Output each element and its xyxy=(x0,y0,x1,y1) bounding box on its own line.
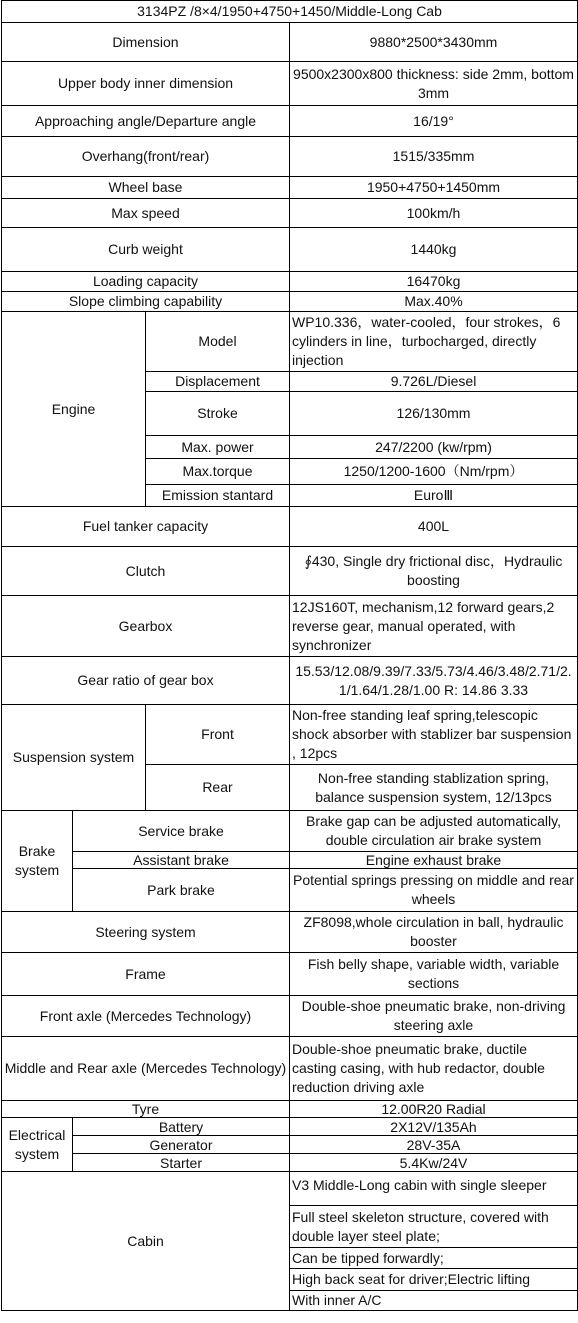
row-value: 15.53/12.08/9.39/7.33/5.73/4.46/3.48/2.71/2.1/1.64/1.28/1.00 R: 14.86 3.33 xyxy=(290,657,578,705)
row-value: 12JS160T, mechanism,12 forward gears,2 reverse gear, manual operated, with synchronizer xyxy=(290,596,578,657)
row-value: Full steel skeleton structure, covered with double layer steel plate; xyxy=(290,1206,578,1248)
row-label: Assistant brake xyxy=(73,852,290,869)
title-row xyxy=(2,1,578,23)
row-value: WP10.336，water-cooled，four strokes，6 cylinders in line，turbocharged, directly injection xyxy=(290,312,578,372)
row-label: Max speed xyxy=(2,199,290,228)
table-row xyxy=(2,312,578,372)
row-label: Loading capacity xyxy=(2,272,290,292)
table-row xyxy=(2,996,578,1037)
row-label: Upper body inner dimension xyxy=(2,62,290,106)
table-row xyxy=(2,1172,578,1206)
row-value: 16470kg xyxy=(290,272,578,292)
table-row xyxy=(2,23,578,62)
table-row xyxy=(2,869,578,912)
row-label: Battery xyxy=(73,1118,290,1136)
table-row xyxy=(2,199,578,228)
table-row xyxy=(2,507,578,547)
row-value: With inner A/C xyxy=(290,1291,578,1311)
row-value: Engine exhaust brake xyxy=(290,852,578,869)
electrical-group-label: Electrical system xyxy=(2,1118,73,1172)
row-label: Slope climbing capability xyxy=(2,292,290,312)
row-label: Park brake xyxy=(73,869,290,912)
table-title: 3134PZ /8×4/1950+4750+1450/Middle-Long Cab xyxy=(2,1,578,23)
table-row xyxy=(2,292,578,312)
table-row xyxy=(2,1037,578,1101)
row-label: Frame xyxy=(2,953,290,996)
row-label: Model xyxy=(146,312,290,372)
table-row xyxy=(2,62,578,106)
row-value: 1440kg xyxy=(290,228,578,272)
row-label: Curb weight xyxy=(2,228,290,272)
row-label: Front xyxy=(146,705,290,765)
row-value: 28V-35A xyxy=(290,1136,578,1154)
row-label: Overhang(front/rear) xyxy=(2,137,290,177)
row-label: Fuel tanker capacity xyxy=(2,507,290,547)
row-label: Starter xyxy=(73,1154,290,1172)
row-value: 126/130mm xyxy=(290,392,578,436)
table-row xyxy=(2,1154,578,1172)
suspension-group-label: Suspension system xyxy=(2,705,146,811)
table-row xyxy=(2,228,578,272)
row-value: Potential springs pressing on middle and rear wheels xyxy=(290,869,578,912)
row-value: V3 Middle-Long cabin with single sleeper xyxy=(290,1172,578,1206)
spec-table xyxy=(1,0,578,1311)
row-value: 400L xyxy=(290,507,578,547)
row-value: 5.4Kw/24V xyxy=(290,1154,578,1172)
row-value: 1950+4750+1450mm xyxy=(290,177,578,199)
row-value: ZF8098,whole circulation in ball, hydraulic booster xyxy=(290,912,578,953)
row-value: ∮430, Single dry frictional disc，Hydraulic boosting xyxy=(290,547,578,596)
row-value: 9.726L/Diesel xyxy=(290,372,578,392)
row-label: Front axle (Mercedes Technology) xyxy=(2,996,290,1037)
row-value: 12.00R20 Radial xyxy=(290,1101,578,1118)
row-label: Service brake xyxy=(73,811,290,852)
row-label: Clutch xyxy=(2,547,290,596)
table-row xyxy=(2,596,578,657)
row-label: Generator xyxy=(73,1136,290,1154)
row-label: Gearbox xyxy=(2,596,290,657)
row-value: High back seat for driver;Electric lifting xyxy=(290,1269,578,1291)
row-label: Max.torque xyxy=(146,459,290,485)
row-label: Max. power xyxy=(146,436,290,459)
row-label: Dimension xyxy=(2,23,290,62)
table-row xyxy=(2,1118,578,1136)
table-row xyxy=(2,912,578,953)
table-row xyxy=(2,852,578,869)
row-value: 16/19° xyxy=(290,106,578,137)
row-label: Wheel base xyxy=(2,177,290,199)
row-value: Non-free standing leaf spring,telescopic shock absorber with stablizer bar suspension , 12pcs xyxy=(290,705,578,765)
row-value: Fish belly shape, variable width, variable sections xyxy=(290,953,578,996)
row-value: 100km/h xyxy=(290,199,578,228)
row-value: 9500x2300x800 thickness: side 2mm, bottom 3mm xyxy=(290,62,578,106)
table-row xyxy=(2,1136,578,1154)
engine-group-label: Engine xyxy=(2,312,146,507)
row-label: Gear ratio of gear box xyxy=(2,657,290,705)
table-row xyxy=(2,547,578,596)
brake-group-label: Brake system xyxy=(2,811,73,912)
row-value: EuroⅢ xyxy=(290,485,578,507)
row-value: 247/2200 (kw/rpm) xyxy=(290,436,578,459)
row-value: Double-shoe pneumatic brake, ductile casting casing, with hub redactor, double reduction driving axle xyxy=(290,1037,578,1101)
row-label: Tyre xyxy=(2,1101,290,1118)
row-value: 2X12V/135Ah xyxy=(290,1118,578,1136)
row-label: Steering system xyxy=(2,912,290,953)
row-label: Middle and Rear axle (Mercedes Technology) xyxy=(2,1037,290,1101)
row-label: Approaching angle/Departure angle xyxy=(2,106,290,137)
table-row xyxy=(2,106,578,137)
row-label: Rear xyxy=(146,765,290,811)
table-row xyxy=(2,705,578,765)
row-value: 1250/1200-1600（Nm/rpm） xyxy=(290,459,578,485)
row-value: Can be tipped forwardly; xyxy=(290,1248,578,1269)
table-row xyxy=(2,1101,578,1118)
row-value: 1515/335mm xyxy=(290,137,578,177)
cabin-group-label: Cabin xyxy=(2,1172,290,1311)
table-row xyxy=(2,953,578,996)
table-row xyxy=(2,657,578,705)
row-value: Max.40% xyxy=(290,292,578,312)
row-value: 9880*2500*3430mm xyxy=(290,23,578,62)
row-value: Non-free standing stablization spring, balance suspension system, 12/13pcs xyxy=(290,765,578,811)
table-row xyxy=(2,177,578,199)
table-row xyxy=(2,137,578,177)
row-label: Stroke xyxy=(146,392,290,436)
row-label: Displacement xyxy=(146,372,290,392)
row-value: Double-shoe pneumatic brake, non-driving steering axle xyxy=(290,996,578,1037)
row-value: Brake gap can be adjusted automatically, double circulation air brake system xyxy=(290,811,578,852)
table-row xyxy=(2,272,578,292)
row-label: Emission stantard xyxy=(146,485,290,507)
table-row xyxy=(2,811,578,852)
